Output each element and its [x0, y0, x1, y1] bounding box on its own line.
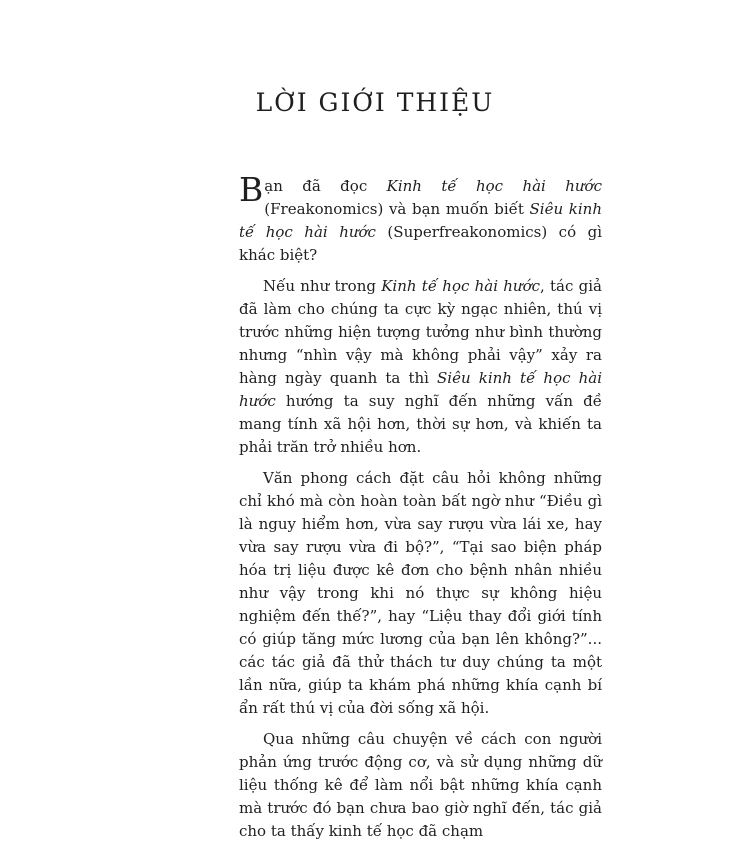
paragraph-3 — [239, 467, 602, 720]
drop-cap: B — [239, 170, 264, 209]
book-title: Kinh tế học hài hước — [386, 177, 602, 195]
body-text — [239, 170, 602, 851]
text-run: , tác giả đã làm cho chúng ta cực kỳ ngạc nhiên, thú vị trước những hiện tượng tưởng như bình thường nhưng “nhìn vậy mà không phải vậy” xảy ra hàng ngày quanh ta thì — [239, 277, 602, 387]
text-run: Văn phong cách đặt câu hỏi không những chỉ khó mà còn hoàn toàn bất ngờ như “Điều gì là nguy hiểm hơn, vừa say rượu vừa lái xe, hay vừa say rượu vừa đi bộ?”, “Tại sao biện pháp hóa trị liệu được kê đơn cho bệnh nhân nhiều như vậy trong khi nó thực sự không hiệu nghiệm đến thế?”, hay “Liệu thay đổi giới tính có giúp tăng mức lương của bạn lên không?”... các tác giả đã thử thách tư duy chúng ta một lần nữa, giúp ta khám phá những khía cạnh bí ẩn rất thú vị của đời sống xã hội. — [239, 469, 602, 717]
book-title: Siêu kinh tế học hài hước — [239, 200, 602, 241]
text-run: (Freakonomics) và bạn muốn biết — [264, 200, 530, 218]
text-run: ạn đã đọc — [264, 177, 387, 195]
text-run: Qua những câu chuyện về cách con người phản ứng trước động cơ, và sử dụng những dữ liệu thống kê để làm nổi bật những khía cạnh mà trước đó bạn chưa bao giờ nghĩ đến, tác giả cho ta thấy kinh tế học đã chạm — [239, 730, 602, 840]
page-title: LỜI GIỚI THIỆU — [255, 88, 495, 117]
paragraph-2 — [239, 275, 602, 459]
paragraph-4 — [239, 728, 602, 843]
paragraph-1 — [239, 170, 602, 267]
text-run: (Superfreakonomics) có gì khác biệt? — [239, 223, 602, 264]
book-title: Siêu kinh tế học hài hước — [239, 369, 602, 410]
text-run: Nếu như trong — [263, 277, 382, 295]
text-run: hướng ta suy nghĩ đến những vấn đề mang tính xã hội hơn, thời sự hơn, và khiến ta phải trăn trở nhiều hơn. — [239, 392, 602, 456]
book-title: Kinh tế học hài hước — [381, 277, 541, 295]
